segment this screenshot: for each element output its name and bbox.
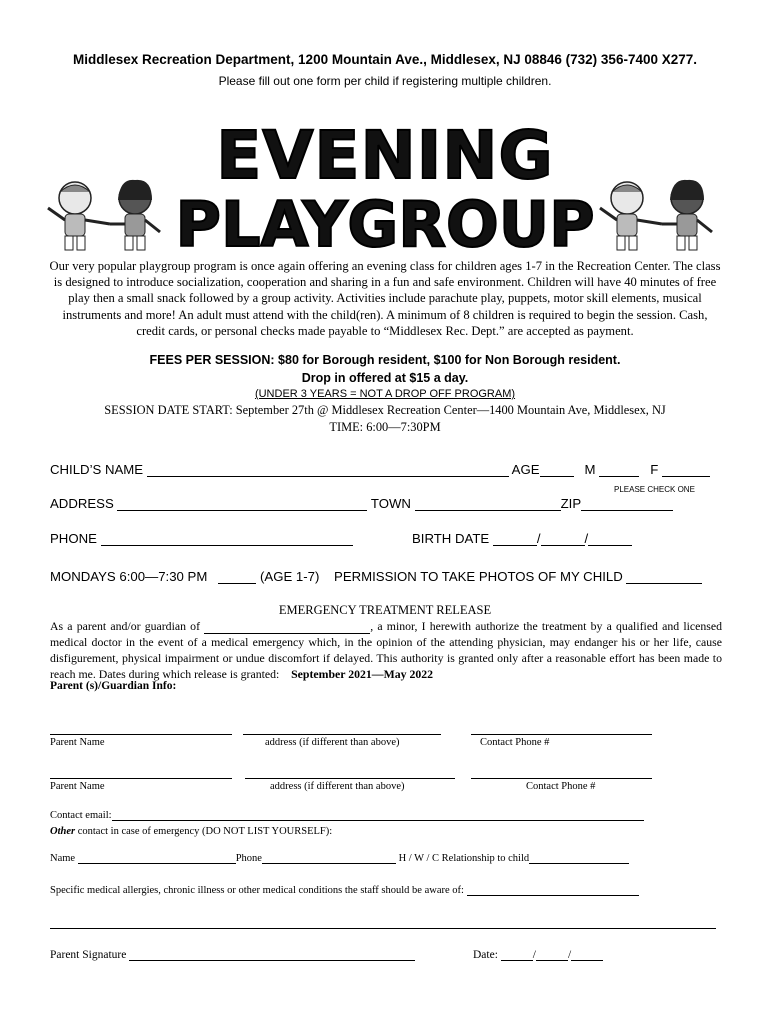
female-checkbox-field[interactable] [662, 476, 710, 477]
phone-field[interactable] [101, 545, 353, 546]
parent2-phone-label: Contact Phone # [526, 781, 596, 792]
date-day-field[interactable] [536, 960, 568, 961]
date-year-field[interactable] [571, 960, 603, 961]
parent2-address-line[interactable] [245, 778, 455, 779]
address-field[interactable] [117, 510, 367, 511]
evening-playgroup-logo [175, 117, 595, 261]
kids-holding-hands-illustration [592, 178, 732, 258]
parent2-address-label: address (if different than above) [270, 781, 405, 792]
parent2-phone-line[interactable] [471, 778, 652, 779]
parent-name-line[interactable] [50, 734, 232, 735]
mondays-label: MONDAYS 6:00—7:30 PM [50, 569, 208, 584]
photo-permission-label: PERMISSION TO TAKE PHOTOS OF MY CHILD [334, 569, 623, 584]
parent2-name-label: Parent Name [50, 781, 105, 792]
header-address: Middlesex Recreation Department, 1200 Mountain Ave., Middlesex, NJ 08846 (732) 356-7400 X277. [72, 52, 698, 67]
emergency-release-text [50, 618, 722, 682]
relationship-field[interactable] [529, 863, 629, 864]
female-label: F [650, 462, 659, 477]
age-range-label: (AGE 1-7) [260, 569, 320, 584]
photo-permission-field[interactable] [626, 583, 702, 584]
parent-name-label: Parent Name [50, 737, 105, 748]
male-label: M [584, 462, 596, 477]
session-time: TIME: 6:00—7:30PM [329, 420, 441, 434]
kids-holding-hands-illustration [40, 178, 180, 258]
contact-email-field[interactable] [112, 820, 644, 821]
please-check-note: PLEASE CHECK ONE [614, 485, 695, 494]
signature-label: Parent Signature [50, 949, 127, 961]
mondays-field[interactable] [218, 583, 256, 584]
release-text-body: , a minor, I herewith authorize the treatment by a qualified and licensed medical doctor in the event of a medical emergency which, in the opinion of the attending physician, may endanger his or her life, cause disfigurement, physical impairment or undue discomfort if delayed. This authority is granted only after a reasonable effort has been made to reach me. Dates during which release is granted: [50, 619, 723, 681]
birth-month-field[interactable] [493, 545, 537, 546]
contact-email-label: Contact email: [50, 810, 112, 821]
age-label: AGE [511, 462, 540, 477]
release-dates: September 2021—May 2022 [291, 667, 434, 681]
other-contact-label: contact in case of emergency (DO NOT LIST YOURSELF): [75, 826, 333, 837]
zip-field[interactable] [581, 510, 673, 511]
logo-line-evening: EVENING [216, 117, 554, 194]
parent-address-label: address (if different than above) [265, 737, 400, 748]
birth-year-field[interactable] [588, 545, 632, 546]
date-row: Date: / / [473, 949, 603, 961]
birth-day-field[interactable] [541, 545, 585, 546]
other-label: Other [50, 826, 76, 837]
guardian-info-heading: Parent (s)/Guardian Info: [50, 680, 177, 692]
release-text-start: As a parent and/or guardian of [50, 619, 201, 633]
allergies-field[interactable] [467, 895, 639, 896]
address-label: ADDRESS [50, 496, 114, 511]
mondays-row [50, 569, 702, 584]
date-month-field[interactable] [501, 960, 533, 961]
date-label: Date: [473, 949, 498, 961]
town-label: TOWN [370, 496, 411, 511]
other-contact-heading [50, 826, 332, 837]
male-checkbox-field[interactable] [599, 476, 639, 477]
allergies-row [50, 885, 639, 896]
emergency-name-label: Name [50, 853, 76, 864]
signature-row [50, 949, 415, 961]
zip-label: ZIP [560, 496, 582, 511]
child-name-label: CHILD’S NAME [50, 462, 144, 477]
emergency-phone-label: Phone [235, 853, 262, 864]
emergency-release-title: EMERGENCY TREATMENT RELEASE [278, 603, 492, 617]
under-3-notice: (UNDER 3 YEARS = NOT A DROP OFF PROGRAM) [254, 388, 516, 400]
parent2-name-line[interactable] [50, 778, 232, 779]
contact-email-row [50, 810, 644, 821]
emergency-name-field[interactable] [78, 863, 236, 864]
parent-phone-line[interactable] [471, 734, 652, 735]
fees-per-session: FEES PER SESSION: $80 for Borough resident, $100 for Non Borough resident. [149, 353, 621, 367]
parent-address-line[interactable] [243, 734, 441, 735]
logo-line-playgroup: PLAYGROUP [175, 188, 595, 261]
emergency-phone-field[interactable] [262, 863, 396, 864]
birth-date-row: BIRTH DATE / / [412, 531, 632, 546]
allergies-continuation-line[interactable] [50, 928, 716, 929]
session-date: SESSION DATE START: September 27th @ Middlesex Recreation Center—1400 Mountain Ave, Middlesex, NJ [104, 403, 666, 417]
age-field[interactable] [540, 476, 574, 477]
program-description: Our very popular playgroup program is once again offering an evening class for children ages 1-7 in the Recreation Center. The class is designed to introduce socialization, cooperation and sharing in a fun and safe environment. Children will have 40 minutes of free play then a small snack followed by a group activity. Activities include parachute play, puppets, motor skill elements, musical instruments and more! An adult must attend with the child(ren). A minimum of 8 children is required to begin the session. Cash, credit cards, or personal checks made payable to “Middlesex Rec. Dept.” are accepted as payment. [49, 259, 721, 338]
header-instruction: Please fill out one form per child if registering multiple children. [218, 74, 552, 88]
child-name-field[interactable] [147, 476, 509, 477]
signature-field[interactable] [129, 960, 415, 961]
phone-label: PHONE [50, 531, 97, 546]
town-field[interactable] [415, 510, 561, 511]
drop-in-fee: Drop in offered at $15 a day. [301, 371, 469, 385]
minor-name-field[interactable] [204, 621, 370, 634]
child-name-row [50, 462, 710, 477]
birth-date-label: BIRTH DATE [412, 531, 490, 546]
phone-row [50, 531, 353, 546]
hwc-relationship-label: H / W / C Relationship to child [398, 853, 530, 864]
address-row [50, 496, 673, 511]
allergies-label: Specific medical allergies, chronic illness or other medical conditions the staff should be aware of: [50, 885, 464, 896]
emergency-contact-row [50, 853, 629, 864]
parent-phone-label: Contact Phone # [480, 737, 550, 748]
